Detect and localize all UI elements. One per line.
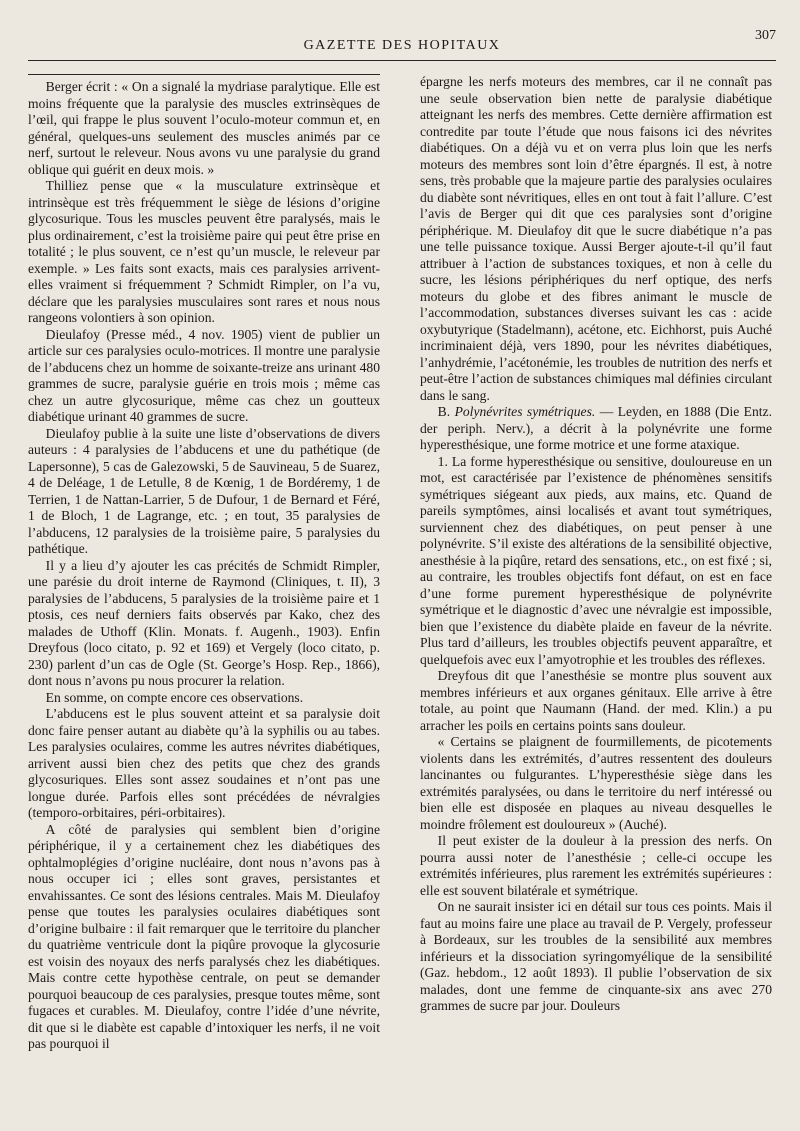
paragraph: On ne saurait insister ici en détail sur tous ces points. Mais il faut au moins faire une place au travail de P. Vergely, professeur à Bordeaux, sur les troubles de la sensibilité aux membres inférieurs et la dissociation syringomyélique de la sensibilité (Gaz. hebdom., 12 août 1893). Il publie l’observation de six malades, dont une femme de cinquante-six ans avec 270 grammes de sucre par jour. Douleurs (420, 899, 772, 1013)
section-title: Polynévrites symétriques. (454, 404, 596, 419)
continued-paragraph: épargne les nerfs moteurs des membres, car il ne connaît pas une seule observation bien nette de paralysie diabétique atteignant les nerfs des membres. Cette dernière affirmation est contredite par toute l’étude que nous faisons ici des névrites diabétiques. On a déjà vu et on verra plus loin que les nerfs moteurs des membres sont loin d’être épargnés. Il est, à notre sens, très probable que la majeure partie des paralysies oculaires du diabète sont névritiques, elles en ont tout à fait l’allure. C’est l’avis de Berger qui dit que ces paralysies sont d’origine périphérique. M. Dieulafoy dit que le sucre diabétique n’a pas une telle puissance toxique. Aussi Berger ajoute-t-il qu’il faut attribuer à l’action de substances toxiques, et non à celle du sucre, les lésions périphériques du nerf optique, des nerfs moteurs du globe et des fibres animant le muscle de l’accommodation, substances diverses suivant les cas : acide oxybutyrique (Stadelmann), acétone, etc. Eichhorst, puis Auché incriminaient déjà, vers 1890, pour les névrites diabétiques, l’anhydrémie, l’acétonémie, les troubles de nutrition des nerfs et peut-être l’action de substances chimiques mal définies circulant dans le sang. (420, 74, 772, 403)
page-header (28, 28, 776, 52)
paragraph: Il peut exister de la douleur à la pression des nerfs. On pourra aussi noter de l’anesthésie ; celle-ci occupe les extrémités inférieures, plus rarement les extrémités supérieures : elle est souvent bilatérale et symétrique. (420, 833, 772, 898)
paragraph: Il y a lieu d’y ajouter les cas précités de Schmidt Rimpler, une parésie du droit interne de Raymond (Cliniques, t. II), 3 paralysies de l’abducens, 5 paralysies de la troisième paire et 1 ptosis, ces neuf derniers faits observés par Kako, chez des malades de Uthoff (Klin. Monats. f. Augenh., 1903). Enfin Dreyfous (loco citato, p. 92 et 169) et Vergely (loco citato, p. 230) parlent d’un cas de Ogle (St. George’s Hosp. Rep., 1866), dont nous n’avons pu nous procurer la relation. (28, 557, 380, 688)
section-label: B. (437, 404, 451, 419)
paragraph: Dieulafoy (Presse méd., 4 nov. 1905) vient de publier un article sur ces paralysies oculo-motrices. Il montre une paralysie de l’abducens chez un homme de soixante-treize ans urinant 480 grammes de sucre, paralysie guérie en trois mois ; même cas chez un autre glycosurique, même cas chez un goutteux diabétique urinant 40 grammes de sucre. (28, 326, 380, 424)
header-rule (28, 60, 776, 61)
paragraph: Dieulafoy publie à la suite une liste d’observations de divers auteurs : 4 paralysies de l’abducens et une du pathétique (de Lapersonne), 5 cas de Galezowski, 5 de Sauvineau, 5 de Suarez, 4 de Deléage, 1 de Letulle, 8 de Kœnig, 1 de Bordéremy, 1 de Terrien, 1 de Nattan-Larrier, 5 de Dufour, 1 de Bernard et Féré, 1 de Bloch, 1 de Lagrange, etc. ; en tout, 35 paralysies de l’abducens, 12 paralysies de la troisième paire, 5 paralysies du pathétique. (28, 425, 380, 556)
paragraph: « Certains se plaignent de fourmillements, de picotements violents dans les extrémités, d’autres ressentent des douleurs lancinantes ou fulgurantes. L’hyperesthésie siège dans les extrémités paralysées, ou dans le territoire du nerf intéressé ou bien elle est disposée en plaques au niveau desquelles le moindre frôlement est douloureux » (Auché). (420, 734, 772, 832)
paragraph: Thilliez pense que « la musculature extrinsèque et intrinsèque est très fréquemment le siège de lésions d’origine glycosurique. Tous les muscles peuvent être paralysés, mais le plus ordinairement, c’est la troisième paire qui peut être prise en totalité ; le plus souvent, ce n’est qu’un muscle, le releveur par exemple. » Les faits sont exacts, mais ces paralysies arrivent-elles vraiment si fréquemment ? Schmidt Rimpler, on l’a vu, déclare que les paralysies musculaires sont rares et nous nous rangeons volontiers à son opinion. (28, 178, 380, 325)
paragraph: En somme, on compte encore ces observations. (45, 689, 304, 705)
column-top-rule (28, 74, 380, 75)
section-intro: — Leyden, en 1888 (Die Entz. der periph. Nerv.), a décrit à la polynévrite une forme hyperesthésique, une forme motrice et une forme ataxique. (420, 404, 772, 452)
section-heading (420, 404, 772, 454)
paragraph: L’abducens est le plus souvent atteint et sa paralysie doit donc faire penser autant au diabète qu’à la syphilis ou au tabes. Les paralysies oculaires, comme les autres névrites diabétiques, arrivent aussi bien chez des petits que chez des grands glycosuriques. Elles sont assez soudaines et n’ont pas une longue durée. Parfois elles sont précédées de névralgies (temporo-orbitaires, péri-orbitaires). (28, 706, 380, 820)
left-column (28, 74, 380, 1114)
paragraph: Dreyfous dit que l’anesthésie se montre plus souvent aux membres inférieurs et aux organes génitaux. Elle arrive à être totale, au point que Naumann (Hand. der med. Klin.) a pu arracher les poils en certains points sans douleur. (420, 668, 772, 733)
page-number: 307 (755, 28, 776, 43)
running-title: GAZETTE DES HOPITAUX (303, 38, 501, 53)
right-column (420, 74, 772, 1114)
paragraph: 1. La forme hyperesthésique ou sensitive, douloureuse en un mot, est caractérisée par l’existence de phénomènes sensitifs symétriques siégeant aux pieds, aux mains, etc. Quand de pareils symptômes, ainsi localisés et avant tout symétriques, surviennent chez des diabétiques, on peut penser à une polynévrite. S’il existe des altérations de la sensibilité objective, anesthésie à la piqûre, retard des sensations, etc., on est fixé ; si, au contraire, les troubles objectifs font défaut, on est en face d’une forme purement hyperesthésique de polynévrite symétrique et le diagnostic d’avec une névralgie est impossible, bien que l’existence du diabète plaide en faveur de la névrite. Plus tard d’ailleurs, les troubles objectifs peuvent apparaître, et quelquefois avec eux l’amyotrophie et les troubles des réflexes. (420, 453, 772, 667)
paragraph: A côté de paralysies qui semblent bien d’origine périphérique, il y a certainement chez les diabétiques des ophtalmoplégies d’origine nucléaire, dont nous n’avons pas à nous occuper ici ; elles sont graves, persistantes et envahissantes. Ce sont des lésions centrales. Mais M. Dieulafoy pense que toutes les paralysies oculaires diabétiques sont d’origine bulbaire : il fait remarquer que le territoire du plancher du quatrième ventricule dont la piqûre provoque la glycosurie est voisin des noyaux des nerfs paralysés chez les diabétiques. Mais contre cette hypothèse centrale, on peut se demander pourquoi beaucoup de ces paralysies, presque toutes même, sont fugaces et curables. M. Dieulafoy, contre l’idée d’une névrite, dit que si le diabète est capable d’intoxiquer les nerfs, il ne voit pas pourquoi il (28, 821, 380, 1051)
paragraph: Berger écrit : « On a signalé la mydriase paralytique. Elle est moins fréquente que la paralysie des muscles extrinsèques de l’œil, qui frappe le plus souvent l’oculo-moteur commun et, en général, quelques-uns seulement des muscles animés par ce nerf, surtout le releveur. Nous avons vu une paralysie du grand oblique qui guérit en deux mois. » (28, 79, 380, 177)
